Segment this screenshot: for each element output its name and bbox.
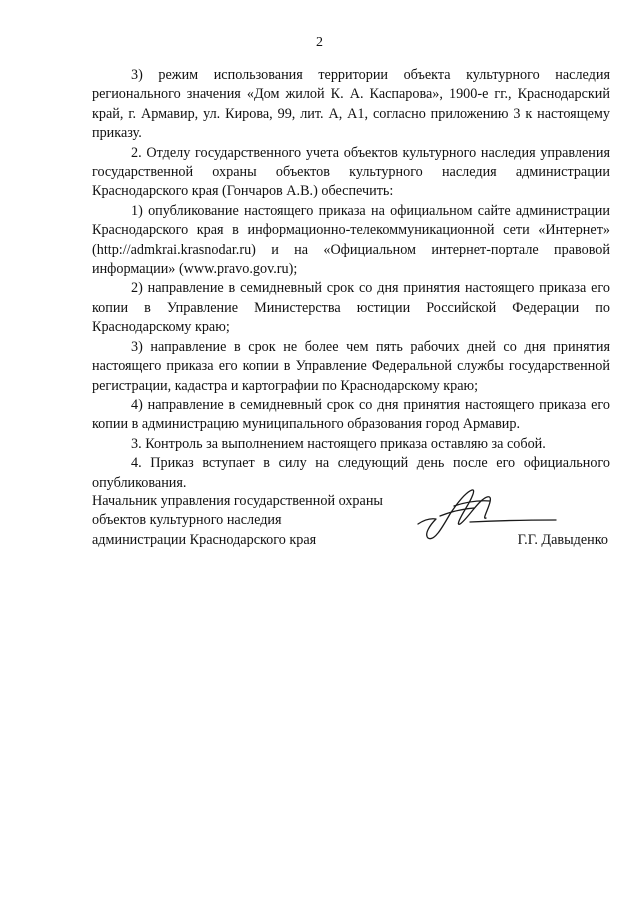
paragraph-clause-3-control: 3. Контроль за выполнением настоящего приказа оставляю за собой. <box>131 435 546 452</box>
signer-name: Г.Г. Давыденко <box>517 531 608 548</box>
paragraph-item-3-usage-regime: 3) режим использования территории объекта культурного наследия регионального значения «Дом жилой К. А. Каспарова», 1900-е гг., Краснодарский край, г. Армавир, ул. Кирова, 99, лит. А, А1, согласно приложению 3 к настоящему приказу. <box>92 67 610 142</box>
document-body <box>92 66 610 493</box>
paragraph-clause-2-department-duties: 2. Отделу государственного учета объектов культурного наследия управления государственной охраны объектов культурного наследия администрации Краснодарского края (Гончаров А.В.) обеспечить: <box>92 144 610 200</box>
signature-block <box>92 492 610 552</box>
paragraph-item-2-ministry-of-justice: 2) направление в семидневный срок со дня принятия настоящего приказа его копии в Управление Министерства юстиции Российской Федерации по Краснодарскому краю; <box>92 280 610 336</box>
signer-position-line: Начальник управления государственной охраны <box>92 493 383 509</box>
signer-position-line: администрации Краснодарского края <box>92 531 317 548</box>
page-number: 2 <box>316 35 323 50</box>
paragraph-item-4-armavir-administration: 4) направление в семидневный срок со дня принятия настоящего приказа его копии в администрацию муниципального образования город Армавир. <box>92 396 610 433</box>
signer-position <box>92 492 383 550</box>
paragraph-item-3-rosreestr: 3) направление в срок не более чем пять рабочих дней со дня принятия настоящего приказа его копии в Управление Федеральной службы государственной регистрации, кадастра и картографии по Краснодарскому краю; <box>92 338 610 394</box>
paragraph-clause-4-entry-into-force: 4. Приказ вступает в силу на следующий день после его официального опубликования. <box>92 455 610 491</box>
signer-position-line: объектов культурного наследия <box>92 512 282 529</box>
paragraph-item-1-publication: 1) опубликование настоящего приказа на официальном сайте администрации Краснодарского края в информационно-телекоммуникационной сети «Интернет» (http://admkrai.krasnodar.ru) и на «Официальном интернет-портале правовой информации» (www.pravo.gov.ru); <box>92 202 610 278</box>
